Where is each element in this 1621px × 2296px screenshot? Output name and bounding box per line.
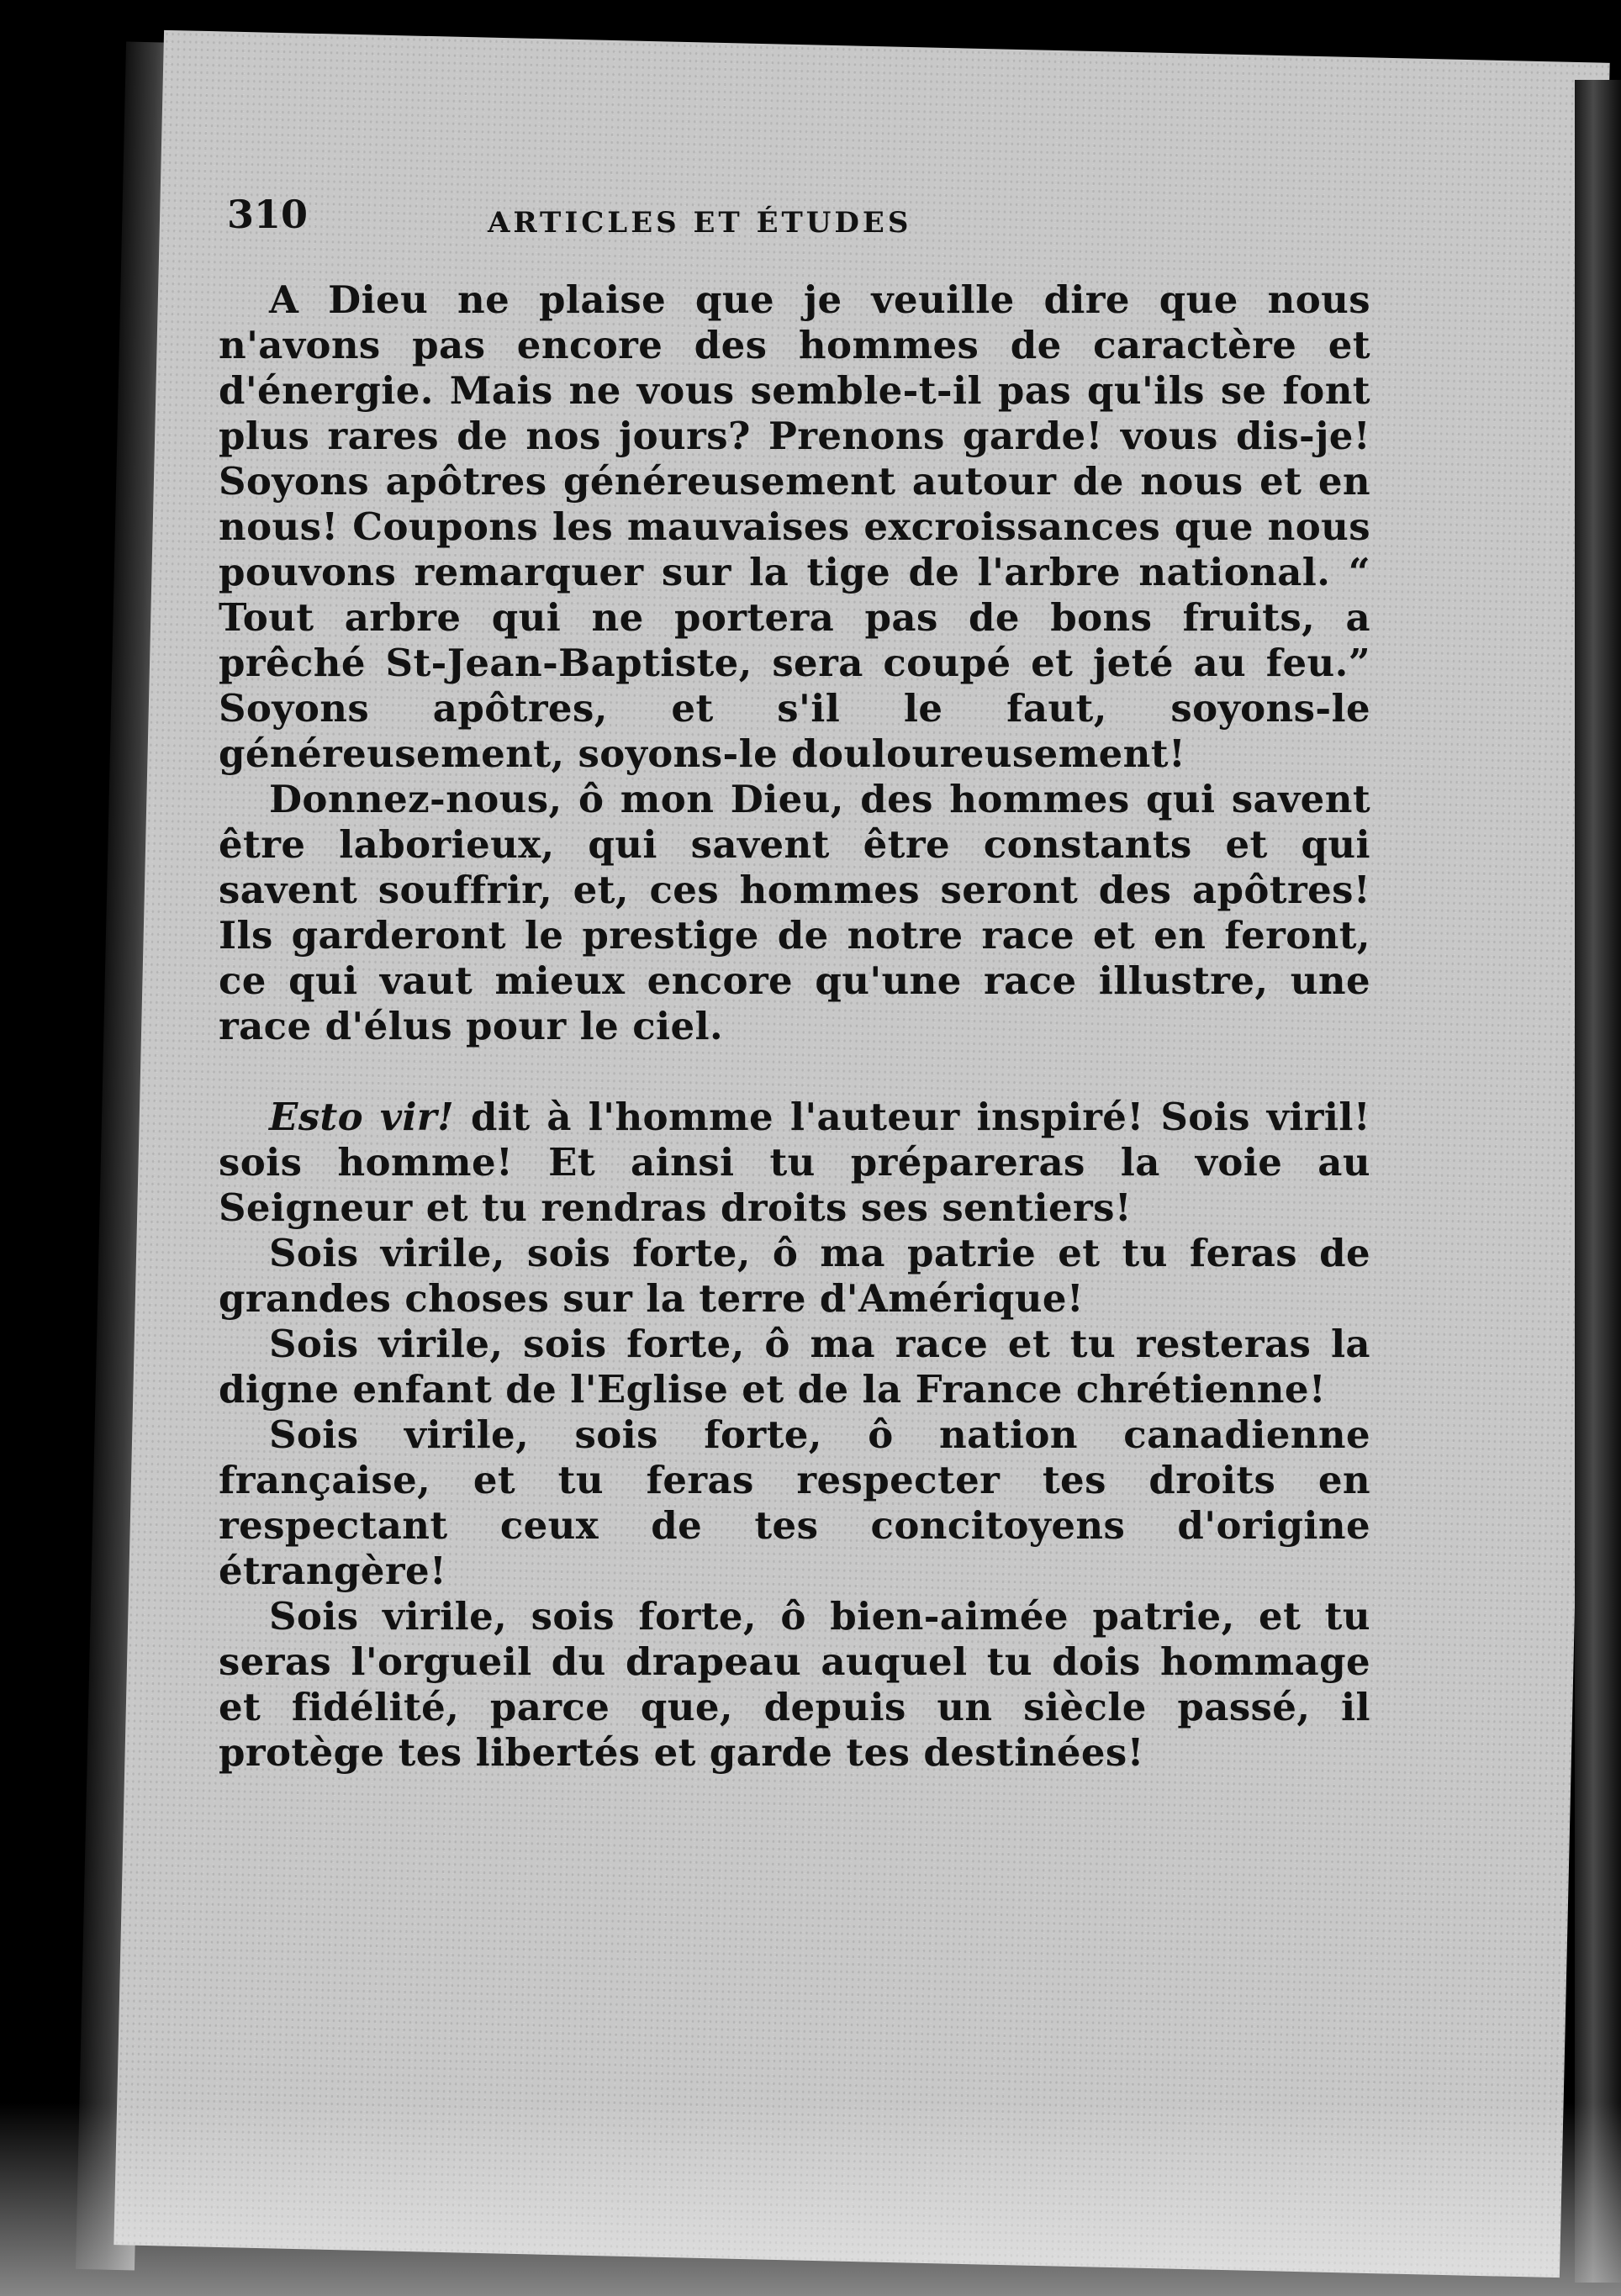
page-number: 310: [227, 192, 309, 237]
page-edge-right: [1575, 80, 1621, 2283]
paragraph-patrie: Sois virile, sois forte, ô ma patrie et tu feras de grandes choses sur la terre d'Amérique!: [219, 1231, 1370, 1321]
paragraph-race: Sois virile, sois forte, ô ma race et tu resteras la digne enfant de l'Eglise et de la France chrétienne!: [219, 1322, 1370, 1412]
running-head: ARTICLES ET ÉTUDES: [488, 206, 912, 240]
body-text: [219, 277, 1370, 1776]
paragraph-apotres: A Dieu ne plaise que je veuille dire que nous n'avons pas encore des hommes de caractère et d'énergie. Mais ne vous semble-t-il pas qu'ils se font plus rares de nos jours? Prenons garde! vous dis-je! Soyons apôtres généreusement autour de nous et en nous! Coupons les mauvaises excroissances que nous pouvons remarquer sur la tige de l'arbre national. “ Tout arbre qui ne portera pas de bons fruits, a prêché St-Jean-Baptiste, sera coupé et jeté au feu.” Soyons apôtres, et s'il le faut, soyons-le généreusement, soyons-le douloureusement!: [219, 277, 1370, 776]
paragraph-esto-vir: [219, 1095, 1370, 1231]
paragraph-donnez-nous: Donnez-nous, ô mon Dieu, des hommes qui savent être laborieux, qui savent être constants et qui savent souffrir, et, ces hommes seront des apôtres! Ils garderont le prestige de notre race et en feront, ce qui vaut mieux encore qu'une race illustre, une race d'élus pour le ciel.: [219, 777, 1370, 1048]
esto-vir-italic: Esto vir!: [269, 1095, 455, 1139]
esto-vir-text: dit à l'homme l'auteur inspiré! Sois viril! sois homme! Et ainsi tu prépareras la voie au Seigneur et tu rendras droits ses sentiers!: [219, 1095, 1370, 1230]
paragraph-drapeau: Sois virile, sois forte, ô bien-aimée patrie, et tu seras l'orgueil du drapeau auquel tu dois hommage et fidélité, parce que, depuis un siècle passé, il protège tes libertés et garde tes destinées!: [219, 1594, 1370, 1775]
scan-bottom-fade: [0, 2103, 1621, 2296]
paragraph-nation: Sois virile, sois forte, ô nation canadienne française, et tu feras respecter tes droits en respectant ceux de tes concitoyens d'origine étrangère!: [219, 1412, 1370, 1593]
